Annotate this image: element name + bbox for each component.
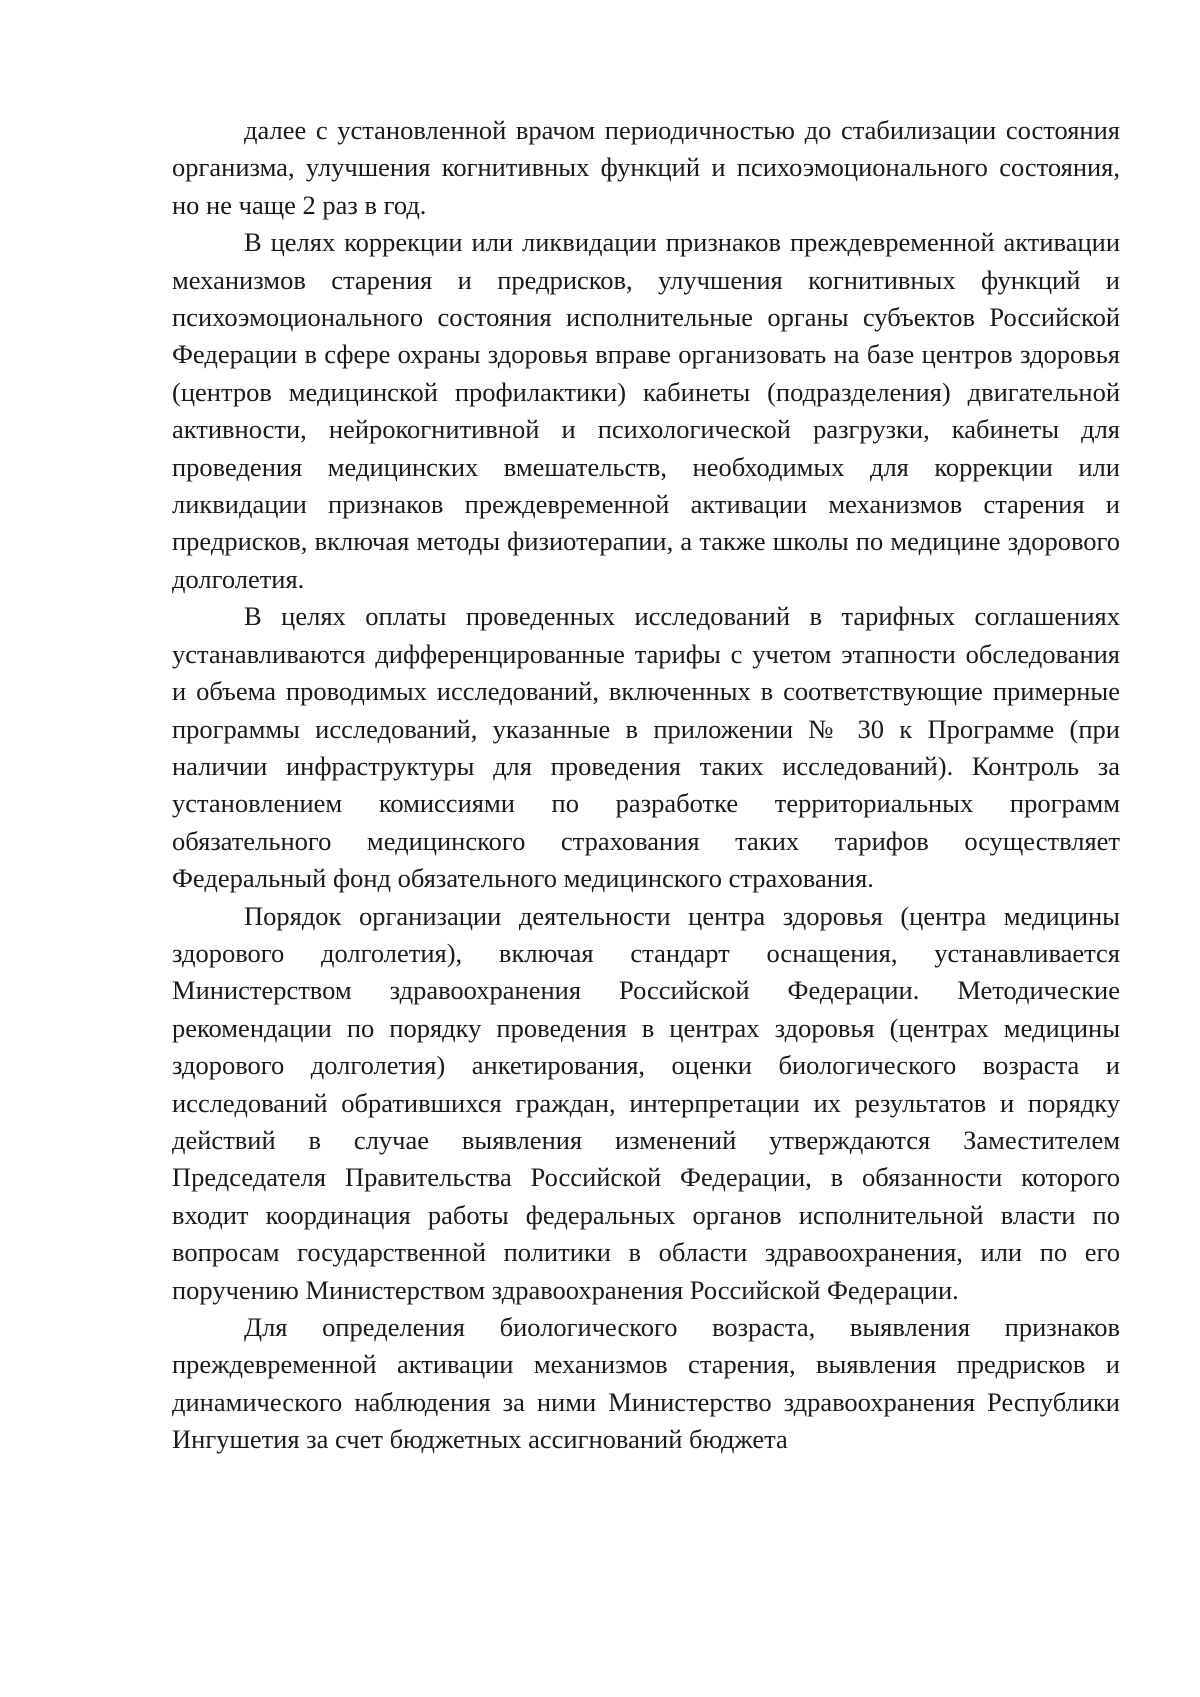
paragraph-continuation: далее с установленной врачом периодичностью до стабилизации состояния организма, улучшения когнитивных функций и психоэмоционального состояния, но не чаще 2 раз в год. <box>172 115 1120 220</box>
paragraph-tariffs: В целях оплаты проведенных исследований в тарифных соглашениях устанавливаются дифференцированные тарифы с учетом этапности обследования и объема проводимых исследований, включенных в соответствующие примерные программы исследований, указанные в приложении № 30 к Программе (при наличии инфраструктуры для проведения таких исследований). Контроль за установлением комиссиями по разработке территориальных программ обязательного медицинского страхования таких тарифов осуществляет Федеральный фонд обязательного медицинского страхования. <box>172 601 1120 894</box>
document-page <box>172 112 1120 1459</box>
paragraph-correction-cabinets: В целях коррекции или ликвидации признаков преждевременной активации механизмов старения и предрисков, улучшения когнитивных функций и психоэмоционального состояния исполнительные органы субъектов Российской Федерации в сфере охраны здоровья вправе организовать на базе центров здоровья (центров медицинской профилактики) кабинеты (подразделения) двигательной активности, нейрокогнитивной и психологической разгрузки, кабинеты для проведения медицинских вмешательств, необходимых для коррекции или ликвидации признаков преждевременной активации механизмов старения и предрисков, включая методы физиотерапии, а также школы по медицине здорового долголетия. <box>172 227 1120 594</box>
paragraph-health-center-procedure: Порядок организации деятельности центра здоровья (центра медицины здорового долголетия), включая стандарт оснащения, устанавливается Министерством здравоохранения Российской Федерации. Методические рекомендации по порядку проведения в центрах здоровья (центрах медицины здорового долголетия) анкетирования, оценки биологического возраста и исследований обратившихся граждан, интерпретации их результатов и порядку действий в случае выявления изменений утверждаются Заместителем Председателя Правительства Российской Федерации, в обязанности которого входит координация работы федеральных органов исполнительной власти по вопросам государственной политики в области здравоохранения, или по его поручению Министерством здравоохранения Российской Федерации. <box>172 900 1120 1305</box>
paragraph-biological-age: Для определения биологического возраста, выявления признаков преждевременной активации механизмов старения, выявления предрисков и динамического наблюдения за ними Министерство здравоохранения Республики Ингушетия за счет бюджетных ассигнований бюджета <box>172 1312 1120 1455</box>
